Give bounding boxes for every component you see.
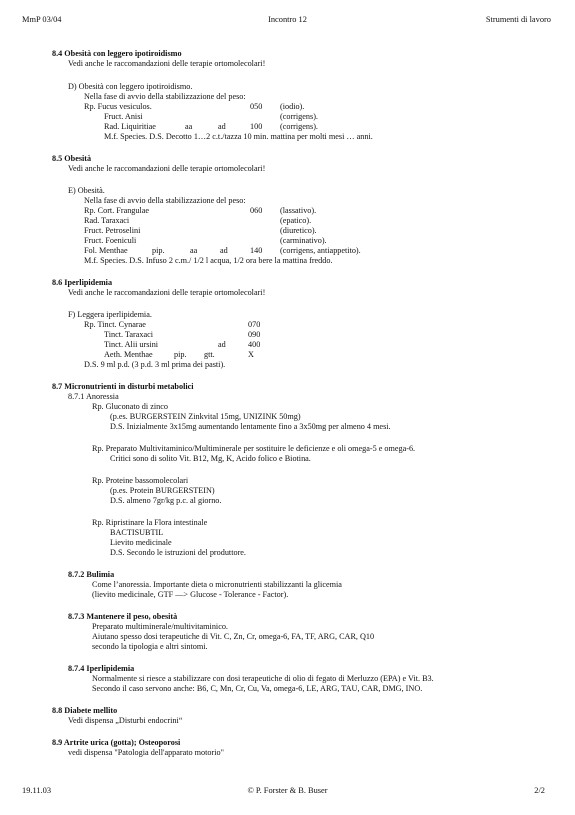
rx-d-line-3-qty: 100 <box>250 122 263 131</box>
header-section: Strumenti di lavoro <box>485 15 551 24</box>
section-8-8-title: 8.8 Diabete mellito <box>52 706 118 715</box>
section-8-4-title: 8.4 Obesità con leggero ipotiroidismo <box>52 49 182 58</box>
anorexia-rx-a-2: (p.es. BURGERSTEIN Zinkvital 15mg, UNIZINK 50mg) <box>110 412 301 421</box>
rx-e-line-5-qty: 140 <box>250 246 263 255</box>
rx-e-line-4-name: Fruct. Foeniculi <box>84 236 137 245</box>
weight-line-3: secondo la tipologia e altri sintomi. <box>92 642 208 651</box>
section-8-5-note: Vedi anche le raccomandazioni delle terapie ortomolecolari! <box>68 164 266 173</box>
rx-d-line-3-ad: ad <box>218 122 226 131</box>
rx-d-line-2-name: Fruct. Anisi <box>104 112 143 121</box>
case-e-phase: Nella fase di avvio della stabilizzazione del peso: <box>84 196 246 205</box>
rx-d-line-1-note: (iodio). <box>280 102 305 111</box>
anorexia-rx-c-3: D.S. almeno 7gr/kg p.c. al giorno. <box>110 496 222 505</box>
rx-d-line-3-aa: aa <box>185 122 193 131</box>
rx-d-line-3-name: Rad. Liquiritiae <box>104 122 156 131</box>
rx-f-line-1-qty: 070 <box>248 320 261 329</box>
case-e-title: E) Obesità. <box>68 186 105 195</box>
footer-page-number: 2/2 <box>534 786 545 795</box>
anorexia-rx-c-2: (p.es. Protein BURGERSTEIN) <box>110 486 215 495</box>
hyperlipidemia-line-2: Secondo il caso servono anche: B6, C, Mn, Cr, Cu, Va, omega-6, LE, ARG, TAU, CAR, DMG, INO. <box>92 684 423 693</box>
rx-e-line-1-qty: 060 <box>250 206 263 215</box>
rx-e-line-5-pip: pip. <box>152 246 165 255</box>
section-8-4-note: Vedi anche le raccomandazioni delle terapie ortomolecolari! <box>68 59 266 68</box>
section-8-9-title: 8.9 Artrite urica (gotta); Osteoporosi <box>52 738 181 747</box>
rx-e-signature: M.f. Species. D.S. Infuso 2 c.m./ 1/2 l acqua, 1/2 ora bere la mattina freddo. <box>84 256 333 265</box>
anorexia-rx-b-2: Critici sono di solito Vit. B12, Mg, K, Acido folico e Biotina. <box>110 454 311 463</box>
section-8-7-title: 8.7 Micronutrienti in disturbi metabolici <box>52 382 194 391</box>
rx-e-line-2-name: Rad. Taraxaci <box>84 216 130 225</box>
anorexia-rx-a-3: D.S. Inizialmente 3x15mg aumentando lentamente fino a 3x50mg per almeno 4 mesi. <box>110 422 391 431</box>
case-f-title: F) Leggera iperlipidemia. <box>68 310 152 319</box>
rx-e-line-3-note: (diuretico). <box>280 226 317 235</box>
weight-line-1: Preparato multiminerale/multivitaminico. <box>92 622 228 631</box>
rx-f-line-3-ad: ad <box>218 340 226 349</box>
section-8-7-1-title: 8.7.1 Anoressia <box>68 392 119 401</box>
bulimia-line-1: Come l’anoressia. Importante dieta o micronutrienti stabilizzanti la glicemia <box>92 580 342 589</box>
anorexia-rx-a-1: Rp. Gluconato di zinco <box>92 402 168 411</box>
bulimia-line-2: (lievito medicinale, GTF —> Glucose - Tolerance - Factor). <box>92 590 289 599</box>
rx-f-line-2-qty: 090 <box>248 330 261 339</box>
rx-f-line-3-name: Tinct. Alii ursini <box>104 340 159 349</box>
rx-f-line-4-gtt: gtt. <box>204 350 215 359</box>
header-course: MmP 03/04 <box>22 15 62 24</box>
anorexia-rx-b-1: Rp. Preparato Multivitaminico/Multiminerale per sostituire le deficienze e oli omega-5 e omega-6. <box>92 444 416 453</box>
section-8-7-4-title: 8.7.4 Iperlipidemia <box>68 664 135 673</box>
section-8-6-note: Vedi anche le raccomandazioni delle terapie ortomolecolari! <box>68 288 266 297</box>
rx-e-line-4-note: (carminativo). <box>280 236 327 245</box>
rx-e-line-5-ad: ad <box>220 246 228 255</box>
rx-e-line-5-aa: aa <box>190 246 198 255</box>
section-8-6-title: 8.6 Iperlipidemia <box>52 278 113 287</box>
weight-line-2: Aiutano spesso dosi terapeutiche di Vit. C, Zn, Cr, omega-6, FA, TF, ARG, CAR, Q10 <box>92 632 375 641</box>
section-8-7-2-title: 8.7.2 Bulimia <box>68 570 115 579</box>
rx-f-signature: D.S. 9 ml p.d. (3 p.d. 3 ml prima dei pasti). <box>84 360 226 369</box>
anorexia-rx-d-2: BACTISUBTIL <box>110 528 164 537</box>
rx-e-line-1-note: (lassativo). <box>280 206 317 215</box>
rx-e-line-1-name: Rp. Cort. Frangulae <box>84 206 150 215</box>
anorexia-rx-c-1: Rp. Proteine bassomolecolari <box>92 476 189 485</box>
rx-d-line-3-note: (corrigens). <box>280 122 318 131</box>
section-8-5-title: 8.5 Obesità <box>52 154 92 163</box>
rx-d-line-1-qty: 050 <box>250 102 263 111</box>
rx-f-line-3-qty: 400 <box>248 340 261 349</box>
rx-f-line-4-pip: pip. <box>174 350 187 359</box>
rx-e-line-5-note: (corrigens, antiappetito). <box>280 246 361 255</box>
rx-d-line-2-note: (corrigens). <box>280 112 318 121</box>
header-meeting: Incontro 12 <box>268 15 307 24</box>
rx-d-line-1-name: Rp. Fucus vesiculos. <box>84 102 152 111</box>
rx-e-line-5-name: Fol. Menthae <box>84 246 128 255</box>
footer-date: 19.11.03 <box>22 786 52 795</box>
rx-e-line-3-name: Fruct. Petroselini <box>84 226 141 235</box>
rx-f-line-2-name: Tinct. Taraxaci <box>104 330 153 339</box>
rx-f-line-4-qty: X <box>248 350 254 359</box>
section-8-7-3-title: 8.7.3 Mantenere il peso, obesità <box>68 612 178 621</box>
section-8-8-ref: Vedi dispensa „Disturbi endocrini“ <box>68 716 183 725</box>
rx-d-signature: M.f. Species. D.S. Decotto 1…2 c.t./tazza 10 min. mattina per molti mesi … anni. <box>104 132 373 141</box>
anorexia-rx-d-3: Lievito medicinale <box>110 538 172 547</box>
anorexia-rx-d-1: Rp. Ripristinare la Flora intestinale <box>92 518 208 527</box>
case-d-phase: Nella fase di avvio della stabilizzazione del peso: <box>84 92 246 101</box>
rx-f-line-4-name: Aeth. Menthae <box>104 350 153 359</box>
rx-e-line-2-note: (epatico). <box>280 216 312 225</box>
section-8-9-ref: vedi dispensa "Patologia dell'apparato motorio" <box>68 748 224 757</box>
hyperlipidemia-line-1: Normalmente si riesce a stabilizzare con dosi terapeutiche di olio di fegato di Merluzzo (EPA) e Vit. B3. <box>92 674 434 683</box>
rx-f-line-1-name: Rp. Tinct. Cynarae <box>84 320 146 329</box>
anorexia-rx-d-4: D.S. Secondo le istruzioni del produttore. <box>110 548 246 557</box>
case-d-title: D) Obesità con leggero ipotiroidismo. <box>68 82 193 91</box>
footer-copyright: © P. Forster & B. Buser <box>247 786 328 795</box>
